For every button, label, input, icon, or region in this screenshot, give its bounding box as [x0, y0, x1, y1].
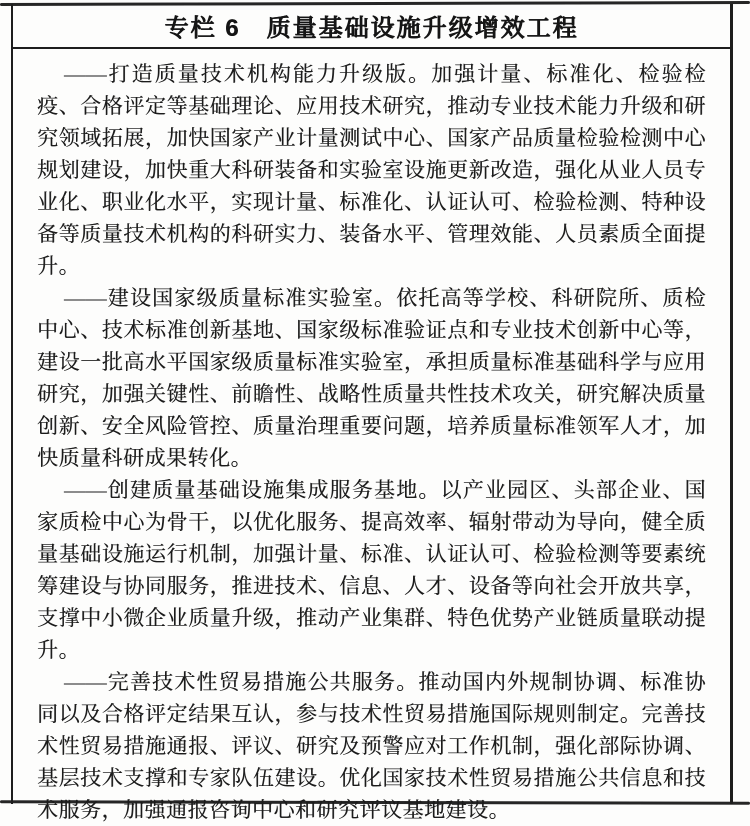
callout-box — [11, 4, 733, 822]
box-title-row — [13, 4, 730, 49]
body-paragraph-national-quality-labs: ——建设国家级质量标准实验室。依托高等学校、科研院所、质检中心、技术标准创新基地、国家级标准验证点和专业技术创新中心等，建设一批高水平国家级质量标准实验室，承担质量标准基础科学与应用研究，加强关键性、前瞻性、战略性质量共性技术攻关，研究解决质量创新、安全风险管控、质量治理重要问题，培养质量标准领军人才，加快质量科研成果转化。 — [37, 286, 706, 470]
box-body — [13, 49, 730, 826]
body-paragraph-technical-trade-measures: ——完善技术性贸易措施公共服务。推动国内外规制协调、标准协同以及合格评定结果互认，参与技术性贸易措施国际规则制定。完善技术性贸易措施通报、评议、研究及预警应对工作机制，强化部际协调、基层技术支撑和专家队伍建设。优化国家技术性贸易措施公共信息和技术服务，加强通报咨询中心和研究评议基地建设。 — [37, 670, 706, 822]
body-paragraph-quality-tech-institutions: ——打造质量技术机构能力升级版。加强计量、标准化、检验检疫、合格评定等基础理论、应用技术研究，推动专业技术能力升级和研究领域拓展，加快国家产业计量测试中心、国家产品质量检验检测中心规划建设，加快重大科研装备和实验室设施更新改造，强化从业人员专业化、职业化水平，实现计量、标准化、认证认可、检验检测、特种设备等质量技术机构的科研实力、装备水平、管理效能、人员素质全面提升。 — [37, 62, 706, 278]
body-paragraph-integrated-service-bases: ——创建质量基础设施集成服务基地。以产业园区、头部企业、国家质检中心为骨干，以优化服务、提高效率、辐射带动为导向，健全质量基础设施运行机制，加强计量、标准、认证认可、检验检测等要素统筹建设与协同服务，推进技术、信息、人才、设备等向社会开放共享，支撑中小微企业质量升级，推动产业集群、特色优势产业链质量联动提升。 — [37, 478, 706, 662]
box-title: 专栏 6 质量基础设施升级增效工程 — [164, 15, 579, 42]
